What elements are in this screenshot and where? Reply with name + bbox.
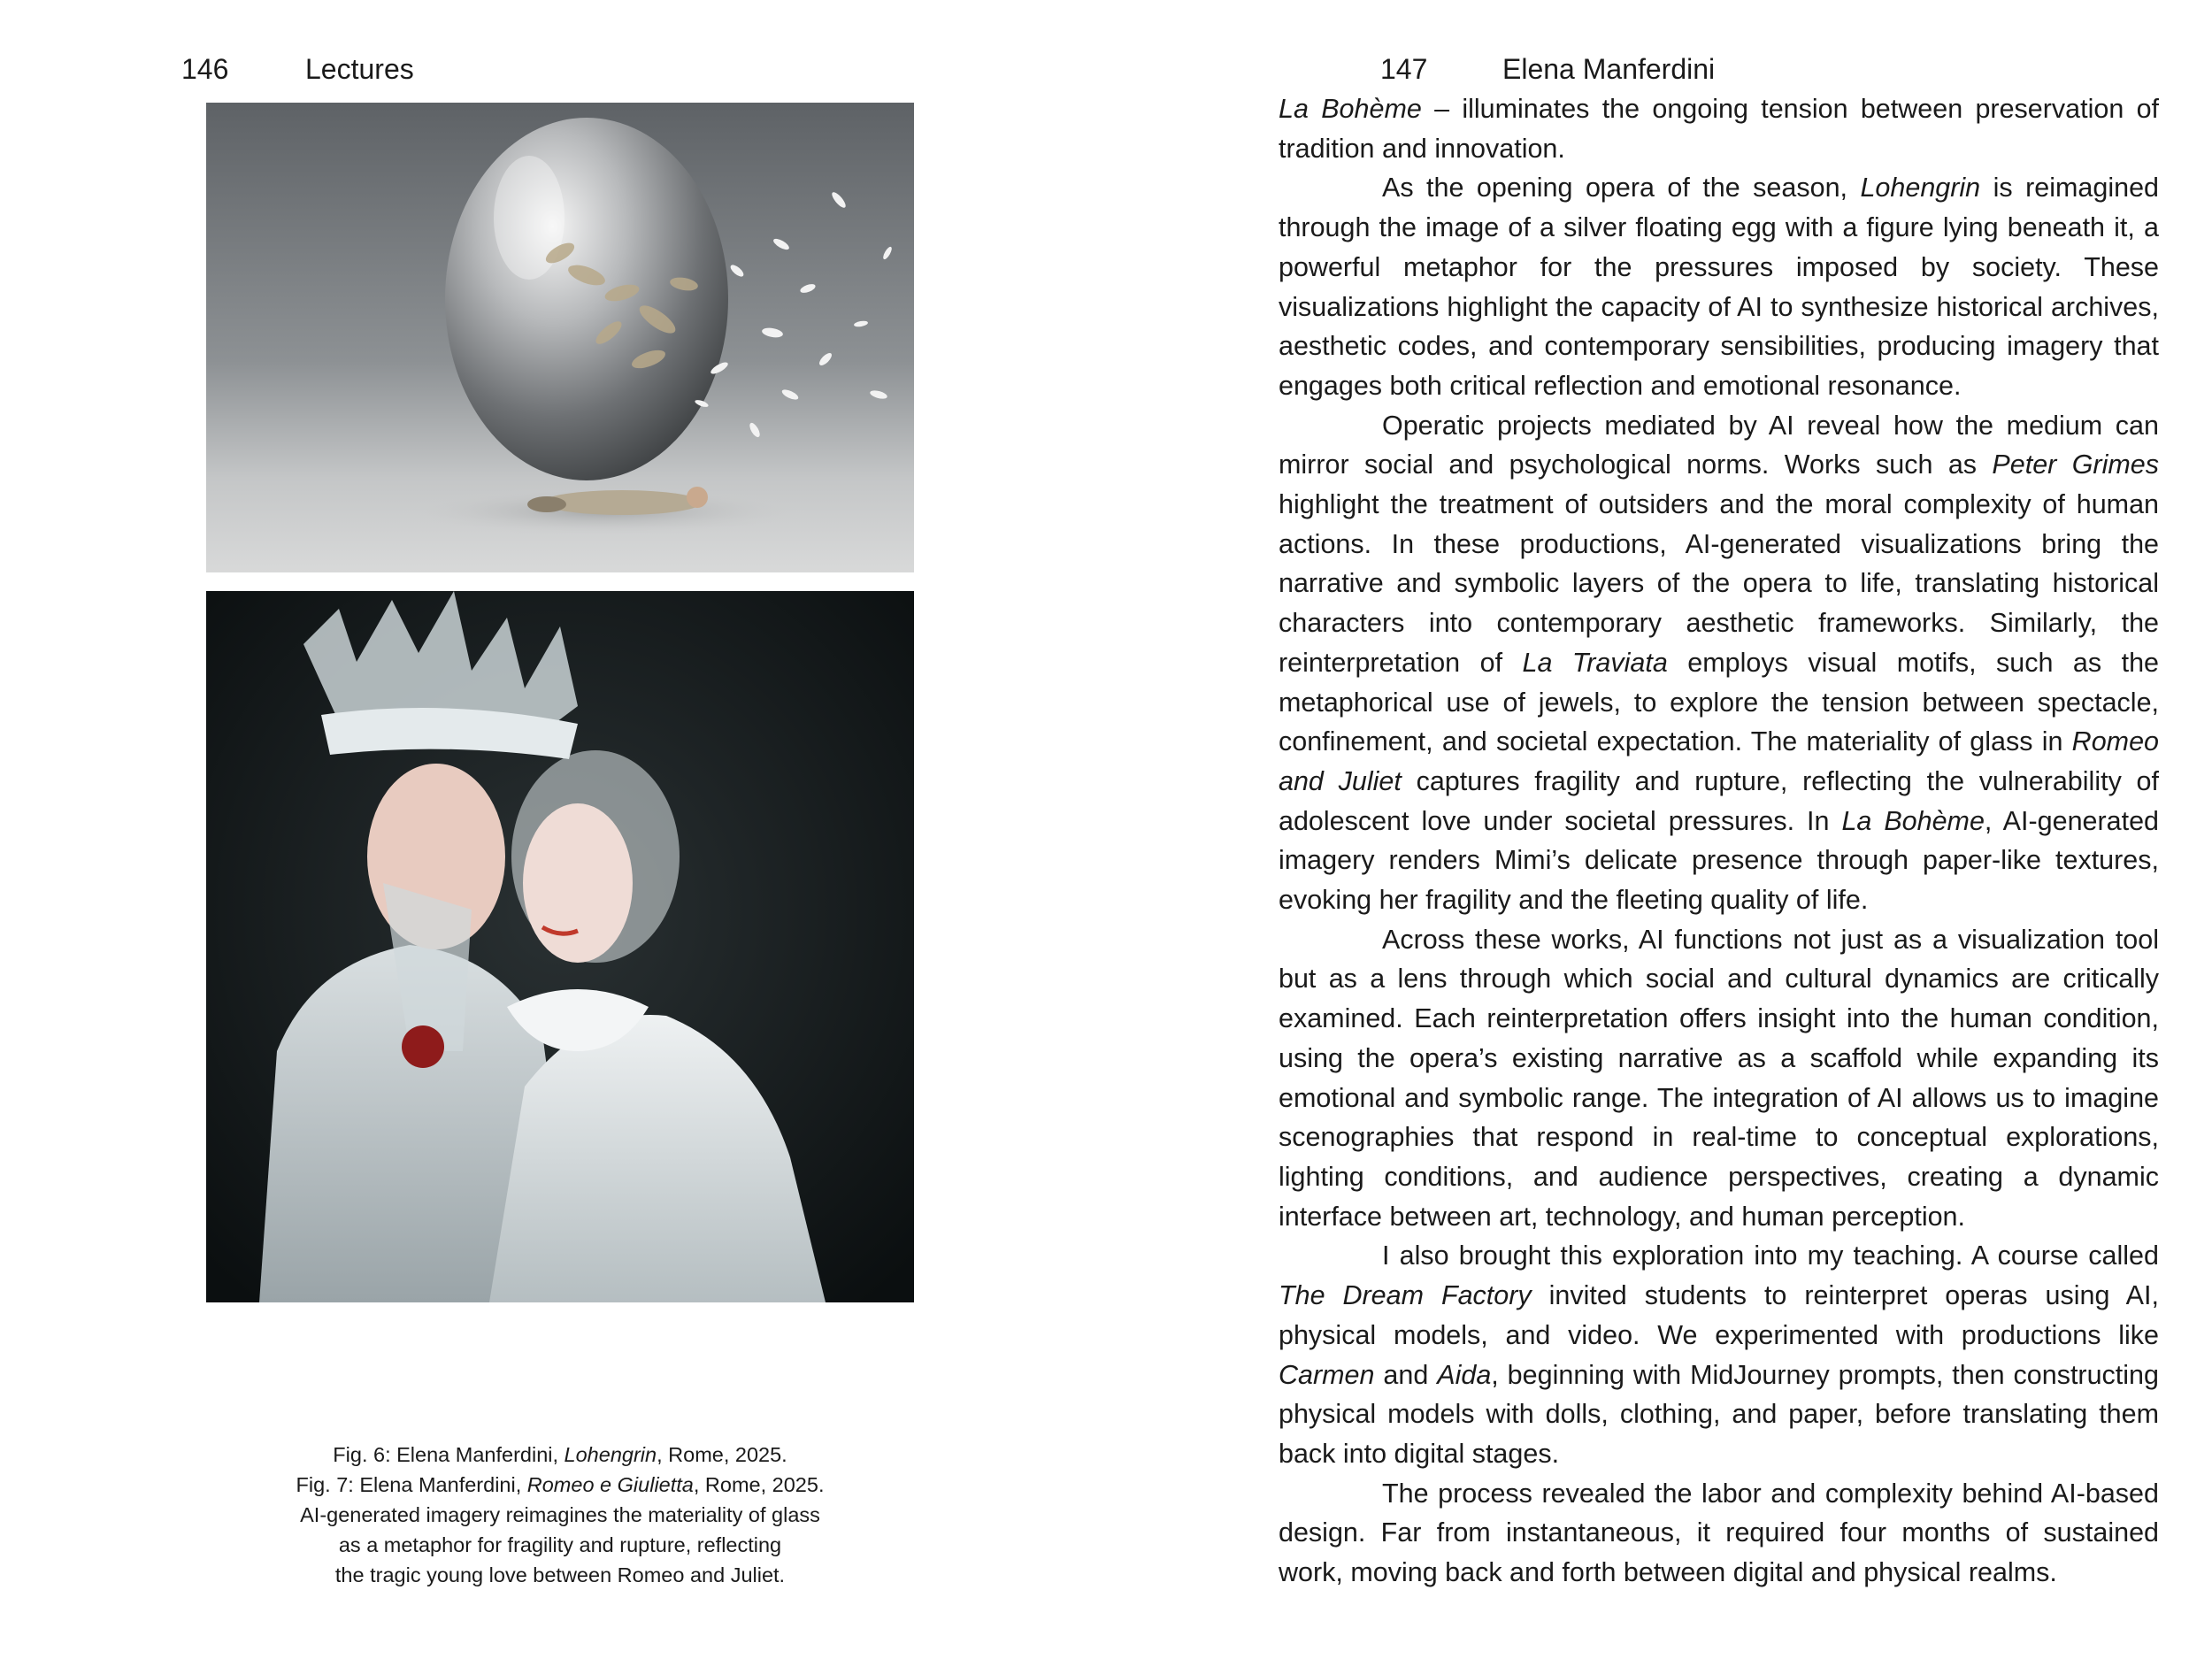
paragraph-6: The process revealed the labor and complexity behind AI-based design. Far from instantaneous, it required four months of sustained work, moving back and forth between digital and physical realms.	[1279, 1478, 2159, 1588]
caption-line-fig6: Fig. 6: Elena Manferdini, Lohengrin, Rome, 2025.	[333, 1443, 787, 1466]
paragraph-1: La Bohème – illuminates the ongoing tension between preservation of tradition and innovation.	[1279, 94, 2160, 164]
caption-line: AI-generated imagery reimagines the materiality of glass	[300, 1503, 820, 1526]
paragraph-3: Operatic projects mediated by AI reveal how the medium can mirror social and psychological norms. Works such as Peter Grimes highlight the treatment of outsiders and the moral complexity of human actions. In these productions, AI-generated visualizations bring the narrative and symbolic layers of the opera to life, translating historical characters into contemporary aesthetic frameworks. Similarly, the reinterpretation of La Traviata employs visual motifs, such as the metaphorical use of jewels, to explore the tension between spectacle, confinement, and societal expectation. The materiality of glass in Romeo and Juliet captures fragility and rupture, reflecting the vulnerability of adolescent love under societal pressures. In La Bohème, AI-generated imagery renders Mimi’s delicate presence through paper-like textures, evoking her fragility and the fleeting quality of life.	[1279, 410, 2160, 916]
figure-romeo-giulietta-image	[206, 591, 914, 1302]
floating-egg-illustration	[206, 103, 914, 572]
running-title: Lectures	[305, 53, 414, 85]
caption-line: as a metaphor for fragility and rupture, reflecting	[338, 1533, 782, 1556]
caption-line: the tragic young love between Romeo and Juliet.	[334, 1563, 786, 1586]
running-title: Elena Manferdini	[1502, 53, 1716, 85]
page-number: 147	[1380, 53, 1428, 85]
page-number: 146	[181, 53, 229, 85]
figure-lohengrin-image	[206, 103, 914, 572]
figure-caption	[206, 1440, 914, 1590]
right-page	[1106, 0, 2212, 1659]
glass-couple-illustration	[206, 591, 914, 1302]
paragraph-4: Across these works, AI functions not just as a visualization tool but as a lens through which social and cultural dynamics are critically examined. Each reinterpretation offers insight into the human condition, using the opera’s existing narrative as a scaffold while expanding its emotional and symbolic range. The integration of AI allows us to imagine scenographies that respond in real-time to conceptual explorations, lighting conditions, and audience perspectives, creating a dynamic interface between art, technology, and human perception.	[1279, 924, 2159, 1232]
body-text	[1279, 89, 2159, 1593]
paragraph-2: As the opening opera of the season, Lohengrin is reimagined through the image of a silver floating egg with a figure lying beneath it, a powerful metaphor for the pressures imposed by society. These visualizations highlight the capacity of AI to synthesize historical archives, aesthetic codes, and contemporary sensibilities, producing imagery that engages both critical reflection and emotional resonance.	[1279, 173, 2159, 401]
caption-line-fig7: Fig. 7: Elena Manferdini, Romeo e Giulietta, Rome, 2025.	[296, 1473, 825, 1496]
paragraph-5: I also brought this exploration into my teaching. A course called The Dream Factory invited students to reinterpret operas using AI, physical models, and video. We experimented with productions like Carmen and Aida, beginning with MidJourney prompts, then constructing physical models with dolls, clothing, and paper, before translating them back into digital stages.	[1279, 1240, 2159, 1469]
